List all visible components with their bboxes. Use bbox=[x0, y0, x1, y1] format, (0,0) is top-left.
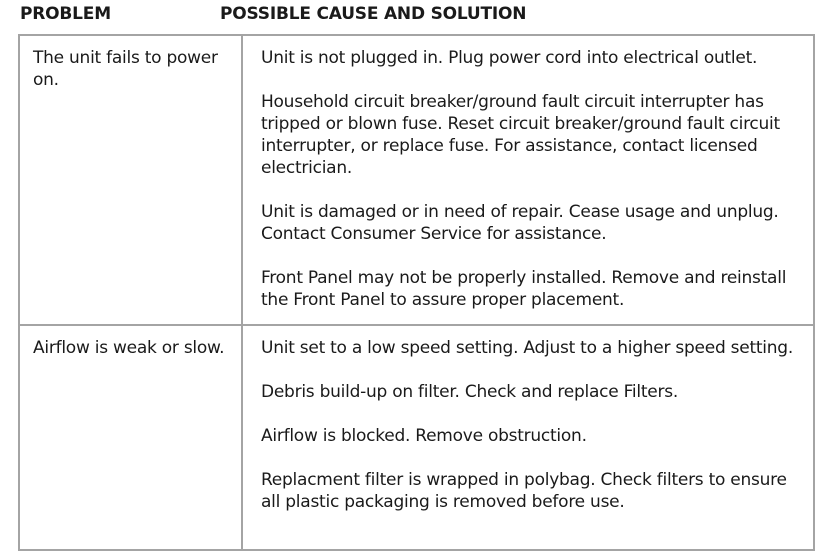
problem-cell: Airflow is weak or slow. bbox=[19, 325, 242, 550]
solution-cell bbox=[242, 325, 814, 550]
solution-item: Airflow is blocked. Remove obstruction. bbox=[261, 426, 587, 446]
solution-item: Replacment filter is wrapped in polybag. Check filters to ensure all plastic packaging is removed before use. bbox=[261, 470, 787, 512]
solution-item: Unit is not plugged in. Plug power cord into electrical outlet. bbox=[261, 48, 758, 68]
table-row bbox=[19, 35, 814, 325]
solution-cell bbox=[242, 35, 814, 325]
solution-item: Household circuit breaker/ground fault circuit interrupter has tripped or blown fuse. Reset circuit breaker/ground fault circuit interrupter, or replace fuse. For assistance, contact licensed electrician. bbox=[261, 92, 780, 178]
solution-item: Front Panel may not be properly installed. Remove and reinstall the Front Panel to assure proper placement. bbox=[261, 268, 787, 310]
solution-item: Debris build-up on filter. Check and replace Filters. bbox=[261, 382, 679, 402]
table-row bbox=[19, 325, 814, 550]
solution-item: Unit is damaged or in need of repair. Cease usage and unplug. Contact Consumer Service for assistance. bbox=[261, 202, 779, 244]
problem-column-header: PROBLEM bbox=[20, 4, 111, 24]
solution-item: Unit set to a low speed setting. Adjust to a higher speed setting. bbox=[261, 338, 793, 358]
cause-column-header: POSSIBLE CAUSE AND SOLUTION bbox=[220, 4, 527, 24]
troubleshooting-table bbox=[18, 34, 815, 551]
table-header bbox=[0, 4, 828, 30]
problem-cell: The unit fails to power on. bbox=[19, 35, 242, 325]
